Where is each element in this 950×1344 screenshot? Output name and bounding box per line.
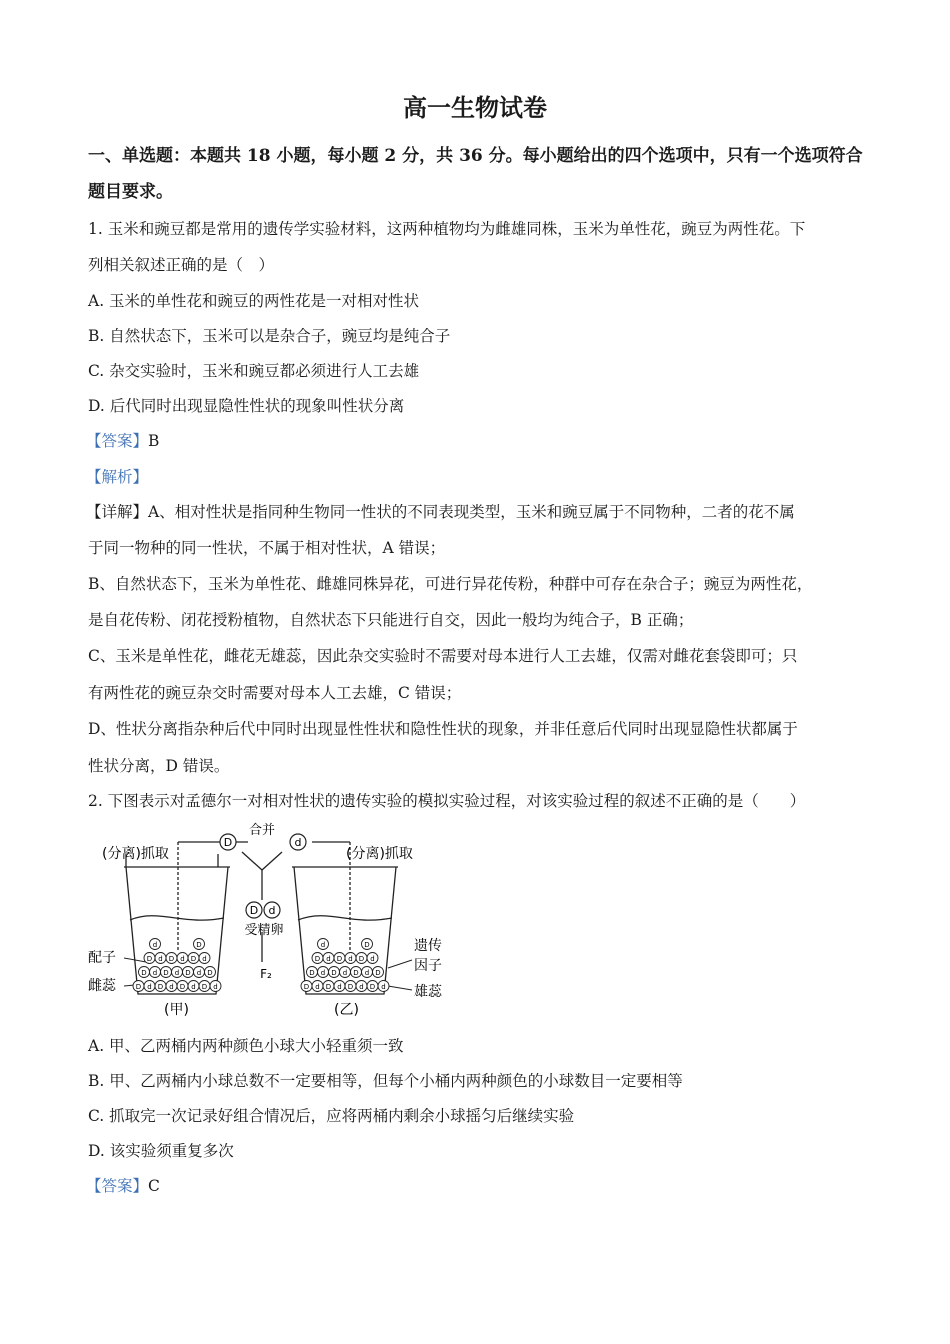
gamete-ball-label: d xyxy=(147,983,152,991)
gamete-ball-label: d xyxy=(180,955,185,963)
gamete-ball-label: D xyxy=(358,955,365,963)
gamete-ball-label: D xyxy=(369,983,376,991)
q1-answer xyxy=(86,431,159,451)
gamete-ball-label: D xyxy=(201,983,208,991)
gamete-ball-label: D xyxy=(309,969,315,977)
left-bucket-label: (甲) xyxy=(164,1002,189,1018)
q1-detail-line8: 性状分离，D 错误。 xyxy=(88,757,230,775)
answer-tag: 【答案】 xyxy=(86,1177,149,1195)
gamete-ball-label: d xyxy=(342,969,348,977)
zygote-ball-d-label: d xyxy=(268,904,276,917)
gamete-ball-label: d xyxy=(174,969,180,977)
f2-label: F₂ xyxy=(260,967,272,981)
gamete-ball-label: D xyxy=(179,983,186,991)
right-ball-pile xyxy=(301,939,389,992)
gamete-ball-label: d xyxy=(348,955,353,963)
ball-d-top-label: d xyxy=(294,836,302,849)
gamete-ball-label: d xyxy=(152,969,158,977)
q1-detail-line4: 是自花传粉、闭花授粉植物，自然状态下只能进行自交，因此一般均为纯合子，B 正确； xyxy=(88,611,694,629)
simulation-figure xyxy=(88,822,458,1022)
gamete-ball-label: d xyxy=(381,983,386,991)
gamete-ball-label: d xyxy=(191,983,196,991)
q1-option-a: A. 玉米的单性花和豌豆的两性花是一对相对性状 xyxy=(88,292,420,310)
left-top-label: (分离)抓取 xyxy=(102,846,169,862)
left-ball-pile xyxy=(133,939,221,992)
q1-detail-line6: 有两性花的豌豆杂交时需要对母本人工去雄，C 错误； xyxy=(88,684,462,702)
analysis-tag: 【解析】 xyxy=(86,468,149,486)
gene-label-2: 因子 xyxy=(414,958,442,974)
gamete-label: 配子 xyxy=(88,950,116,966)
gamete-ball-label: D xyxy=(135,983,142,991)
gamete-ball-label: D xyxy=(207,969,213,977)
gamete-ball-label: D xyxy=(163,969,169,977)
merge-label: 合并 xyxy=(248,823,276,838)
gamete-ball-label: d xyxy=(326,955,331,963)
detail-text: A、相对性状是指同种生物同一性状的不同表现类型，玉米和豌豆属于不同物种，二者的花不属 xyxy=(148,503,795,521)
q1-option-b: B. 自然状态下，玉米可以是杂合子，豌豆均是纯合子 xyxy=(88,327,451,345)
gamete-ball-label: d xyxy=(370,955,375,963)
gamete-ball-label: d xyxy=(320,969,326,977)
q1-option-c: C. 杂交实验时，玉米和豌豆都必须进行人工去雄 xyxy=(88,362,420,380)
right-bucket-label: (乙) xyxy=(334,1002,359,1018)
gamete-ball-label: D xyxy=(196,941,202,949)
q1-option-d: D. 后代同时出现显隐性性状的现象叫性状分离 xyxy=(88,397,405,415)
q1-detail-line1 xyxy=(86,502,795,522)
answer-tag: 【答案】 xyxy=(86,432,149,450)
gamete-ball-label: d xyxy=(196,969,202,977)
answer-value: C xyxy=(148,1177,160,1195)
q1-stem-line2: 列相关叙述正确的是（ ） xyxy=(88,256,275,274)
q2-answer xyxy=(86,1176,160,1196)
q2-option-c: C. 抓取完一次记录好组合情况后，应将两桶内剩余小球摇匀后继续实验 xyxy=(88,1107,575,1125)
bucket-diagram xyxy=(88,822,458,1022)
gamete-ball-label: D xyxy=(353,969,359,977)
q2-option-d: D. 该实验须重复多次 xyxy=(88,1142,234,1160)
gamete-ball-label: d xyxy=(158,955,163,963)
gamete-ball-label: D xyxy=(168,955,175,963)
gamete-ball-label: D xyxy=(364,941,370,949)
gamete-ball-label: d xyxy=(359,983,364,991)
gamete-ball-label: D xyxy=(303,983,310,991)
q1-detail-line3: B、自然状态下，玉米为单性花、雌雄同株异花，可进行异花传粉，种群中可存在杂合子；豌豆为两性花， xyxy=(88,575,813,593)
gene-label-1: 遗传 xyxy=(414,938,442,954)
q2-option-a: A. 甲、乙两桶内两种颜色小球大小轻重须一致 xyxy=(88,1037,404,1055)
answer-value: B xyxy=(148,432,160,450)
q1-stem-line1: 1. 玉米和豌豆都是常用的遗传学实验材料，这两种植物均为雌雄同株，玉米为单性花，豌豆为两性花。下 xyxy=(88,220,806,238)
gamete-ball-label: D xyxy=(146,955,153,963)
q1-detail-line7: D、性状分离指杂种后代中同时出现显性性状和隐性性状的现象，并非任意后代同时出现显隐性状都属于 xyxy=(88,720,798,738)
gamete-ball-label: D xyxy=(141,969,147,977)
gamete-ball-label: D xyxy=(325,983,332,991)
gamete-ball-label: D xyxy=(314,955,321,963)
stamen-label: 雄蕊 xyxy=(414,984,442,1000)
pistil-label: 雌蕊 xyxy=(88,978,116,994)
gamete-ball-label: D xyxy=(347,983,354,991)
q1-analysis-tag xyxy=(86,467,148,487)
gamete-ball-label: d xyxy=(152,941,158,949)
gamete-ball-label: d xyxy=(337,983,342,991)
gamete-ball-label: d xyxy=(364,969,370,977)
zygote-ball-D-label: D xyxy=(249,904,259,917)
gamete-ball-label: d xyxy=(315,983,320,991)
section-heading: 一、单选题：本题共 18 小题，每小题 2 分，共 36 分。每小题给出的四个选项中，只有一个选项符合题目要求。 xyxy=(88,146,863,202)
q1-detail-line2: 于同一物种的同一性状，不属于相对性状，A 错误； xyxy=(88,539,446,557)
gamete-ball-label: D xyxy=(336,955,343,963)
q2-stem: 2. 下图表示对孟德尔一对相对性状的遗传实验的模拟实验过程，对该实验过程的叙述不正确的是（ ） xyxy=(88,792,806,810)
right-top-label: (分离)抓取 xyxy=(346,846,413,862)
ball-D-top-label: D xyxy=(223,836,233,849)
gamete-ball-label: D xyxy=(190,955,197,963)
gamete-ball-label: d xyxy=(202,955,207,963)
gamete-ball-label: D xyxy=(157,983,164,991)
gamete-ball-label: d xyxy=(320,941,326,949)
gamete-ball-label: d xyxy=(213,983,218,991)
gamete-ball-label: D xyxy=(331,969,337,977)
q2-option-b: B. 甲、乙两桶内小球总数不一定要相等，但每个小桶内两种颜色的小球数目一定要相等 xyxy=(88,1072,683,1090)
zygote-label: 受精卵 xyxy=(244,923,284,938)
gamete-ball-label: d xyxy=(169,983,174,991)
gamete-ball-label: D xyxy=(185,969,191,977)
q1-detail-line5: C、玉米是单性花，雌花无雄蕊，因此杂交实验时不需要对母本进行人工去雄，仅需对雌花套袋即可；只 xyxy=(88,647,798,665)
page-title: 高一生物试卷 xyxy=(403,93,547,122)
gamete-ball-label: D xyxy=(375,969,381,977)
detail-tag: 【详解】 xyxy=(86,503,149,521)
